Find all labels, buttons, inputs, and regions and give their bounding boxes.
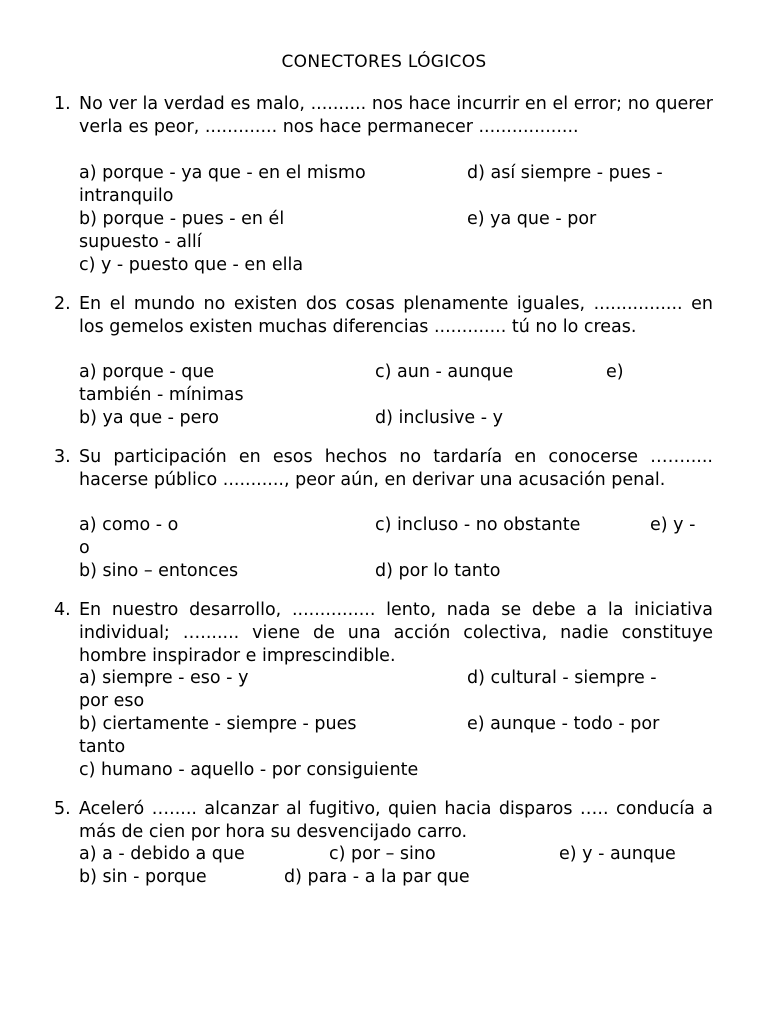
option-d: d) para - a la par que xyxy=(284,867,470,887)
option-c: c) aun - aunque xyxy=(375,362,514,382)
option-d: d) inclusive - y xyxy=(375,408,503,428)
option-e: e) ya que - por xyxy=(467,209,597,229)
option-c: c) incluso - no obstante xyxy=(375,515,581,535)
option-d: d) por lo tanto xyxy=(375,561,501,581)
option-c: c) y - puesto que - en ella xyxy=(79,255,304,275)
option-e: e) xyxy=(606,362,624,382)
question-stem: Aceleró …..... alcanzar al fugitivo, quien hacia disparos ….. conducía a más de cien por hora su desvencijado carro. xyxy=(79,799,713,842)
option-e: e) y - xyxy=(650,515,696,535)
option-a: a) siempre - eso - y xyxy=(79,668,249,688)
option-d-continued: intranquilo xyxy=(79,186,174,206)
option-e: e) y - aunque xyxy=(559,844,676,864)
option-d-continued: por eso xyxy=(79,691,145,711)
option-c: c) humano - aquello - por consiguiente xyxy=(79,760,419,780)
option-e-continued: o xyxy=(79,538,90,558)
question-stem: Su participación en esos hechos no tardaría en conocerse ……..... hacerse público ..........., peor aún, en derivar una acusación penal. xyxy=(79,447,713,490)
question-number: 4. xyxy=(54,600,71,620)
option-a: a) porque - ya que - en el mismo xyxy=(79,163,366,183)
question-number: 1. xyxy=(54,94,71,114)
question-stem: No ver la verdad es malo, .......... nos hace incurrir en el error; no querer verla es peor, ............. nos hace permanecer .................. xyxy=(79,94,713,137)
option-b: b) porque - pues - en él xyxy=(79,209,285,229)
option-e-continued: supuesto - allí xyxy=(79,232,202,252)
option-e: e) aunque - todo - por xyxy=(467,714,660,734)
option-c: c) por – sino xyxy=(329,844,436,864)
option-e-continued: tanto xyxy=(79,737,126,757)
option-b: b) ciertamente - siempre - pues xyxy=(79,714,357,734)
option-a: a) porque - que xyxy=(79,362,215,382)
question-number: 5. xyxy=(54,799,71,819)
option-d: d) así siempre - pues - xyxy=(467,163,663,183)
option-e-continued: también - mínimas xyxy=(79,385,244,405)
question-number: 3. xyxy=(54,447,71,467)
option-b: b) sino – entonces xyxy=(79,561,239,581)
page-title: CONECTORES LÓGICOS xyxy=(281,52,487,72)
option-a: a) como - o xyxy=(79,515,179,535)
question-stem: En el mundo no existen dos cosas plenamente iguales, ................ en los gemelos existen muchas diferencias ............. tú no lo creas. xyxy=(79,294,713,337)
option-b: b) sin - porque xyxy=(79,867,207,887)
question-number: 2. xyxy=(54,294,71,314)
option-b: b) ya que - pero xyxy=(79,408,219,428)
option-d: d) cultural - siempre - xyxy=(467,668,657,688)
option-a: a) a - debido a que xyxy=(79,844,245,864)
question-stem: En nuestro desarrollo, ............... lento, nada se debe a la iniciativa individual; …....... viene de una acción colectiva, nadie constituye hombre inspirador e imprescindible. xyxy=(79,600,713,666)
